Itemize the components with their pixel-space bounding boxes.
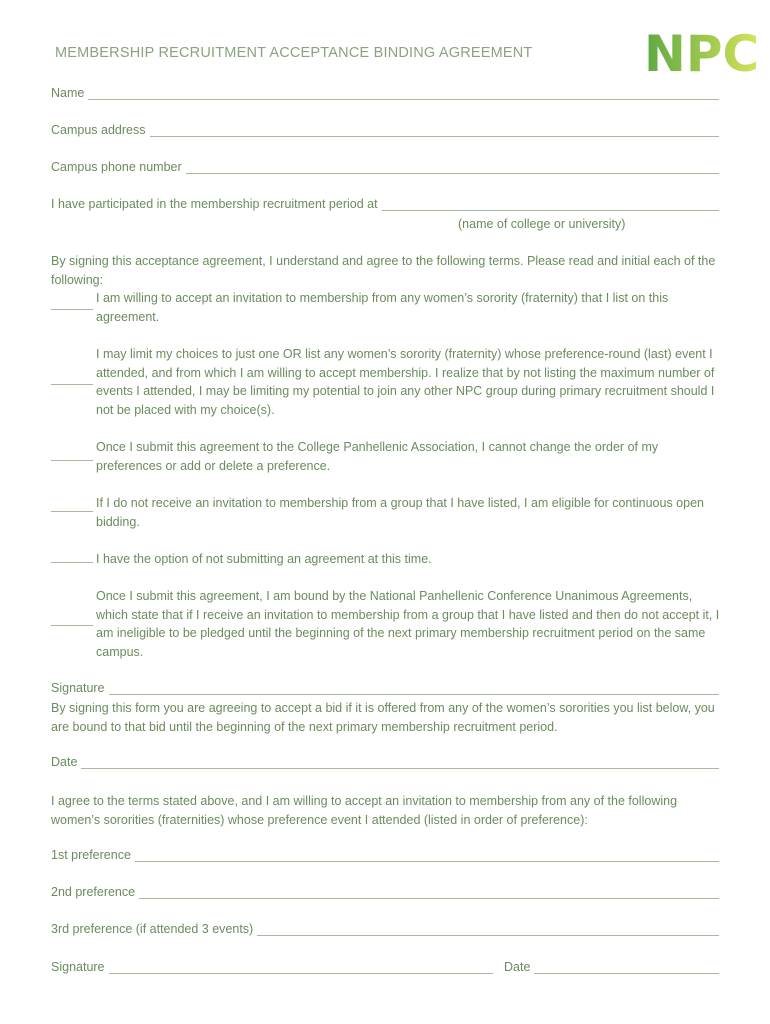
signature-line-2[interactable] — [109, 961, 493, 974]
term-6: Once I submit this agreement, I am bound by the National Panhellenic Conference Unanimous Agreements, which state that if I receive an invitation to membership from a group that I have listed and then do not accept it, I am ineligible to be pledged until the beginning of the next primary membership recruitment period on the same campus. — [96, 589, 720, 659]
participated-field[interactable] — [51, 197, 719, 211]
date-line-2[interactable] — [534, 961, 719, 974]
term-2: I may limit my choices to just one OR list any women’s sorority (fraternity) whose preference-round (last) event I attended, and from which I am willing to accept membership. I realize that by not listing the maximum number of events I attended, I may be limiting my potential to join any other NPC group during primary recruitment should I not be placed with my choice(s). — [96, 347, 715, 417]
term-3: Once I submit this agreement to the College Panhellenic Association, I cannot change the order of my preferences or add or delete a preference. — [96, 440, 659, 473]
campus-address-line[interactable] — [150, 124, 720, 137]
campus-phone-label: Campus phone number — [51, 160, 182, 174]
campus-phone-field[interactable] — [51, 160, 719, 174]
name-field[interactable] — [51, 86, 719, 100]
signature-label-1: Signature — [51, 681, 105, 695]
campus-address-label: Campus address — [51, 123, 146, 137]
name-line[interactable] — [88, 87, 719, 100]
term-5: I have the option of not submitting an agreement at this time. — [96, 552, 432, 566]
pref-1-line[interactable] — [135, 849, 719, 862]
initial-blank-1[interactable] — [51, 309, 93, 310]
pref-1-field[interactable] — [51, 848, 719, 862]
npc-logo-text: NPC — [644, 25, 760, 83]
agree-text: I agree to the terms stated above, and I am willing to accept an invitation to membership from any of the following women’s sororities (fraternities) whose preference event I attended (listed in order of preference): — [51, 794, 678, 827]
campus-phone-line[interactable] — [186, 161, 719, 174]
pref-3-field[interactable] — [51, 922, 719, 936]
form-title: MEMBERSHIP RECRUITMENT ACCEPTANCE BINDING AGREEMENT — [55, 45, 533, 61]
pref-3-line[interactable] — [257, 923, 719, 936]
date-field-2[interactable] — [504, 960, 719, 974]
npc-logo — [644, 24, 760, 83]
date-line-1[interactable] — [81, 756, 719, 769]
signature-label-2: Signature — [51, 960, 105, 974]
date-label-2: Date — [504, 960, 531, 974]
initial-blank-4[interactable] — [51, 511, 93, 512]
initial-blank-2[interactable] — [51, 384, 93, 385]
intro-text: By signing this acceptance agreement, I understand and agree to the following terms. Please read and initial each of the following: — [51, 254, 716, 287]
signature-field-2[interactable] — [51, 960, 493, 974]
college-note: (name of college or university) — [458, 217, 626, 231]
campus-address-field[interactable] — [51, 123, 719, 137]
signature-field-1[interactable] — [51, 681, 719, 695]
pref-2-label: 2nd preference — [51, 885, 136, 899]
pref-1-label: 1st preference — [51, 848, 131, 862]
date-label-1: Date — [51, 755, 78, 769]
initial-blank-6[interactable] — [51, 625, 93, 626]
signature-line-1[interactable] — [109, 682, 719, 695]
pref-3-label: 3rd preference (if attended 3 events) — [51, 922, 254, 936]
initial-blank-3[interactable] — [51, 460, 93, 461]
pref-2-line[interactable] — [139, 886, 719, 899]
participated-label: I have participated in the membership recruitment period at — [51, 197, 378, 211]
name-label: Name — [51, 86, 85, 100]
initial-blank-5[interactable] — [51, 562, 93, 563]
pref-2-field[interactable] — [51, 885, 719, 899]
term-4: If I do not receive an invitation to membership from a group that I have listed, I am eligible for continuous open bidding. — [96, 496, 704, 529]
bid-notice: By signing this form you are agreeing to accept a bid if it is offered from any of the women’s sororities you list below, you are bound to that bid until the beginning of the next primary membership recruitment period. — [51, 701, 715, 734]
date-field-1[interactable] — [51, 755, 719, 769]
participated-line[interactable] — [382, 198, 719, 211]
term-1: I am willing to accept an invitation to membership from any women’s sorority (fraternity) that I list on this agreement. — [96, 291, 669, 324]
